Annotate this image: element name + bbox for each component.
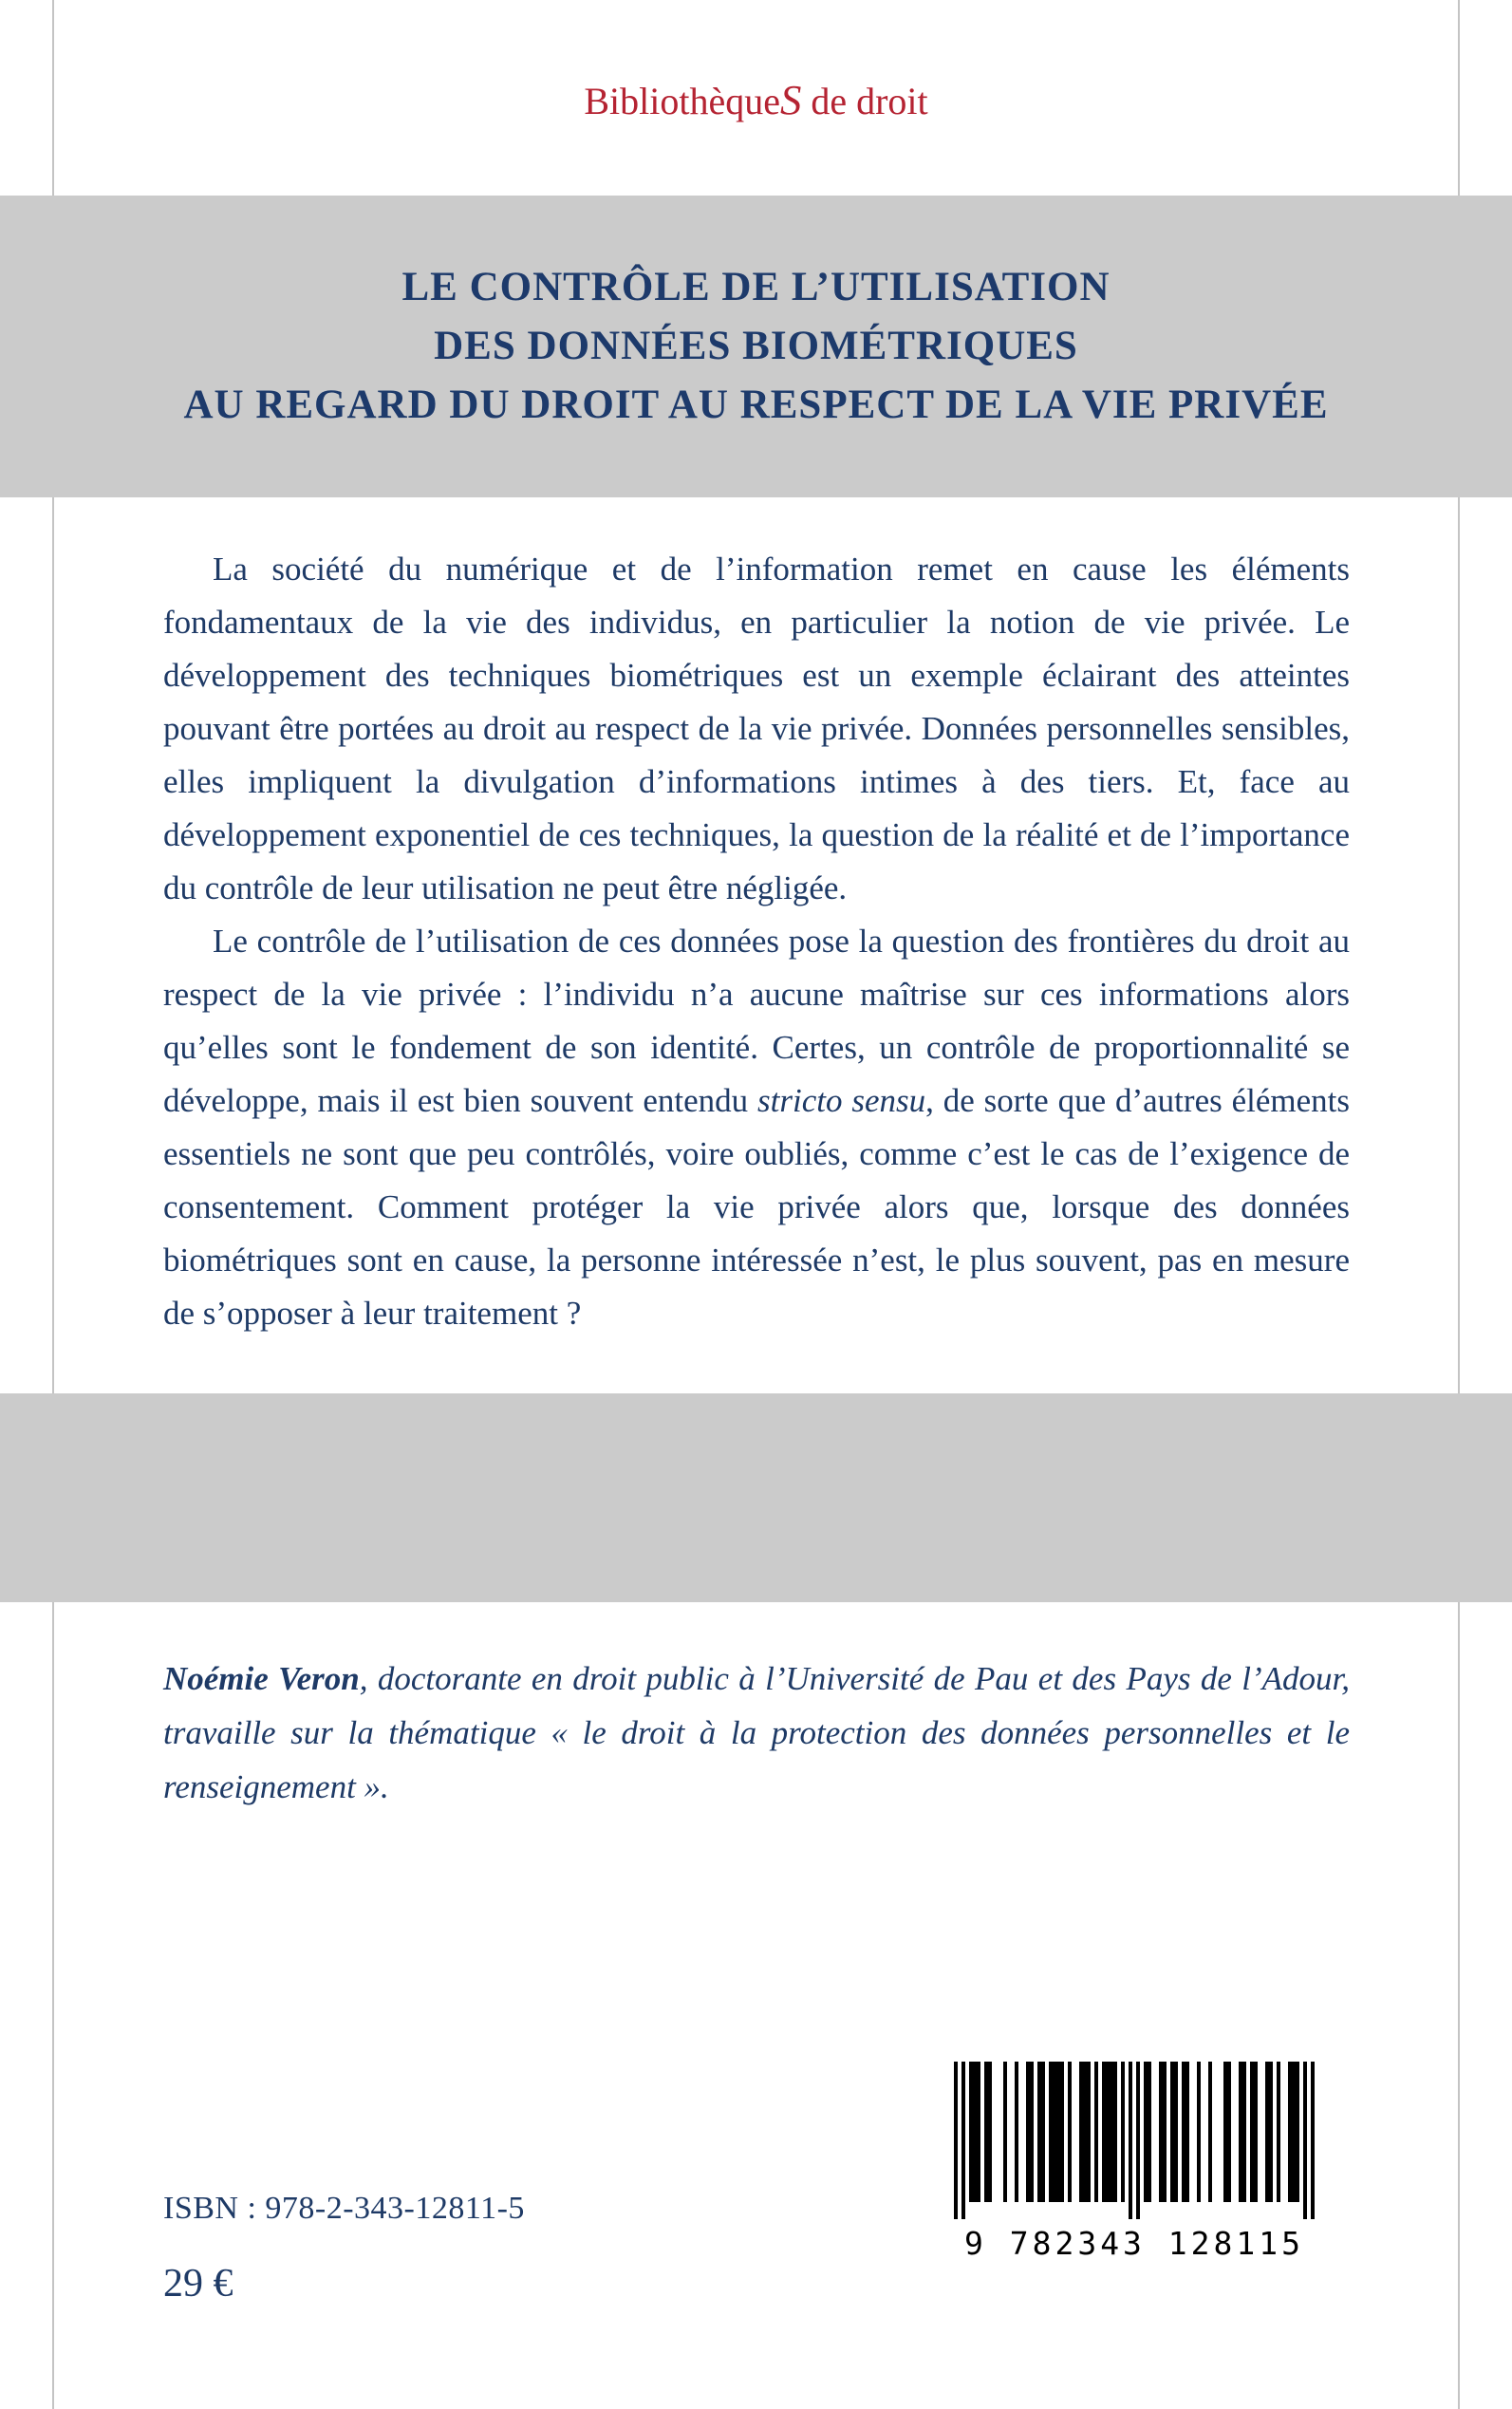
book-title-line-3: AU REGARD DU DROIT AU RESPECT DE LA VIE PRIVÉE (183, 383, 1329, 427)
collection-prefix: Bibliothèque (584, 80, 780, 122)
synopsis-paragraph-2 (163, 915, 1350, 1340)
author-bio-text: , doctorante en droit public à l’Université de Pau et des Pays de l’Adour, travaille sur la thématique « le droit à la protection des données personnelles et le renseignement ». (163, 1660, 1350, 1805)
collection-stylized-s: S (779, 76, 802, 123)
separator-band (0, 1393, 1512, 1602)
synopsis-latin-phrase: stricto sensu (757, 1082, 926, 1119)
collection-suffix: de droit (801, 80, 928, 122)
book-title-line-2: DES DONNÉES BIOMÉTRIQUES (434, 324, 1078, 368)
barcode-icon (946, 2062, 1322, 2225)
author-name: Noémie Veron (163, 1660, 360, 1697)
author-bio (163, 1652, 1350, 1814)
synopsis-paragraph-1: La société du numérique et de l’information remet en cause les éléments fondamentaux de la vie des individus, en particulier la notion de vie privée. Le développement des techniques biométriques est un exemple éclairant des atteintes pouvant être portées au droit au respect de la vie privée. Données personnelles sensibles, elles impliquent la divulgation d’informations intimes à des tiers. Et, face au développement exponentiel de ces techniques, la question de la réalité et de l’importance du contrôle de leur utilisation ne peut être négligée. (163, 551, 1350, 906)
title-band (0, 196, 1512, 497)
collection-title (0, 0, 1512, 125)
synopsis (163, 543, 1350, 1340)
barcode-number: 9 782343 128115 (963, 2225, 1304, 2262)
synopsis-paragraph-2-part1: Le contrôle de l’utilisation de ces données pose la question des frontières du droit au respect de la vie privée : l’individu n’a aucune maîtrise sur ces informations alors qu’elles sont le fondement de son identité. Certes, un contrôle de proportionnalité se développe, mais il est bien souvent entendu (163, 923, 1350, 1119)
book-title-line-1: LE CONTRÔLE DE L’UTILISATION (401, 265, 1111, 309)
isbn-text: ISBN : 978-2-343-12811-5 (163, 2191, 525, 2226)
synopsis-paragraph-2-part2: , de sorte que d’autres éléments essentiels ne sont que peu contrôlés, voire oubliés, comme c’est le cas de l’exigence de consentement. Comment protéger la vie privée alors que, lorsque des données biométriques sont en cause, la personne intéressée n’est, le plus souvent, pas en mesure de s’opposer à leur traitement ? (163, 1082, 1350, 1332)
price-text: 29 € (163, 2262, 233, 2306)
barcode-box (935, 2058, 1334, 2293)
